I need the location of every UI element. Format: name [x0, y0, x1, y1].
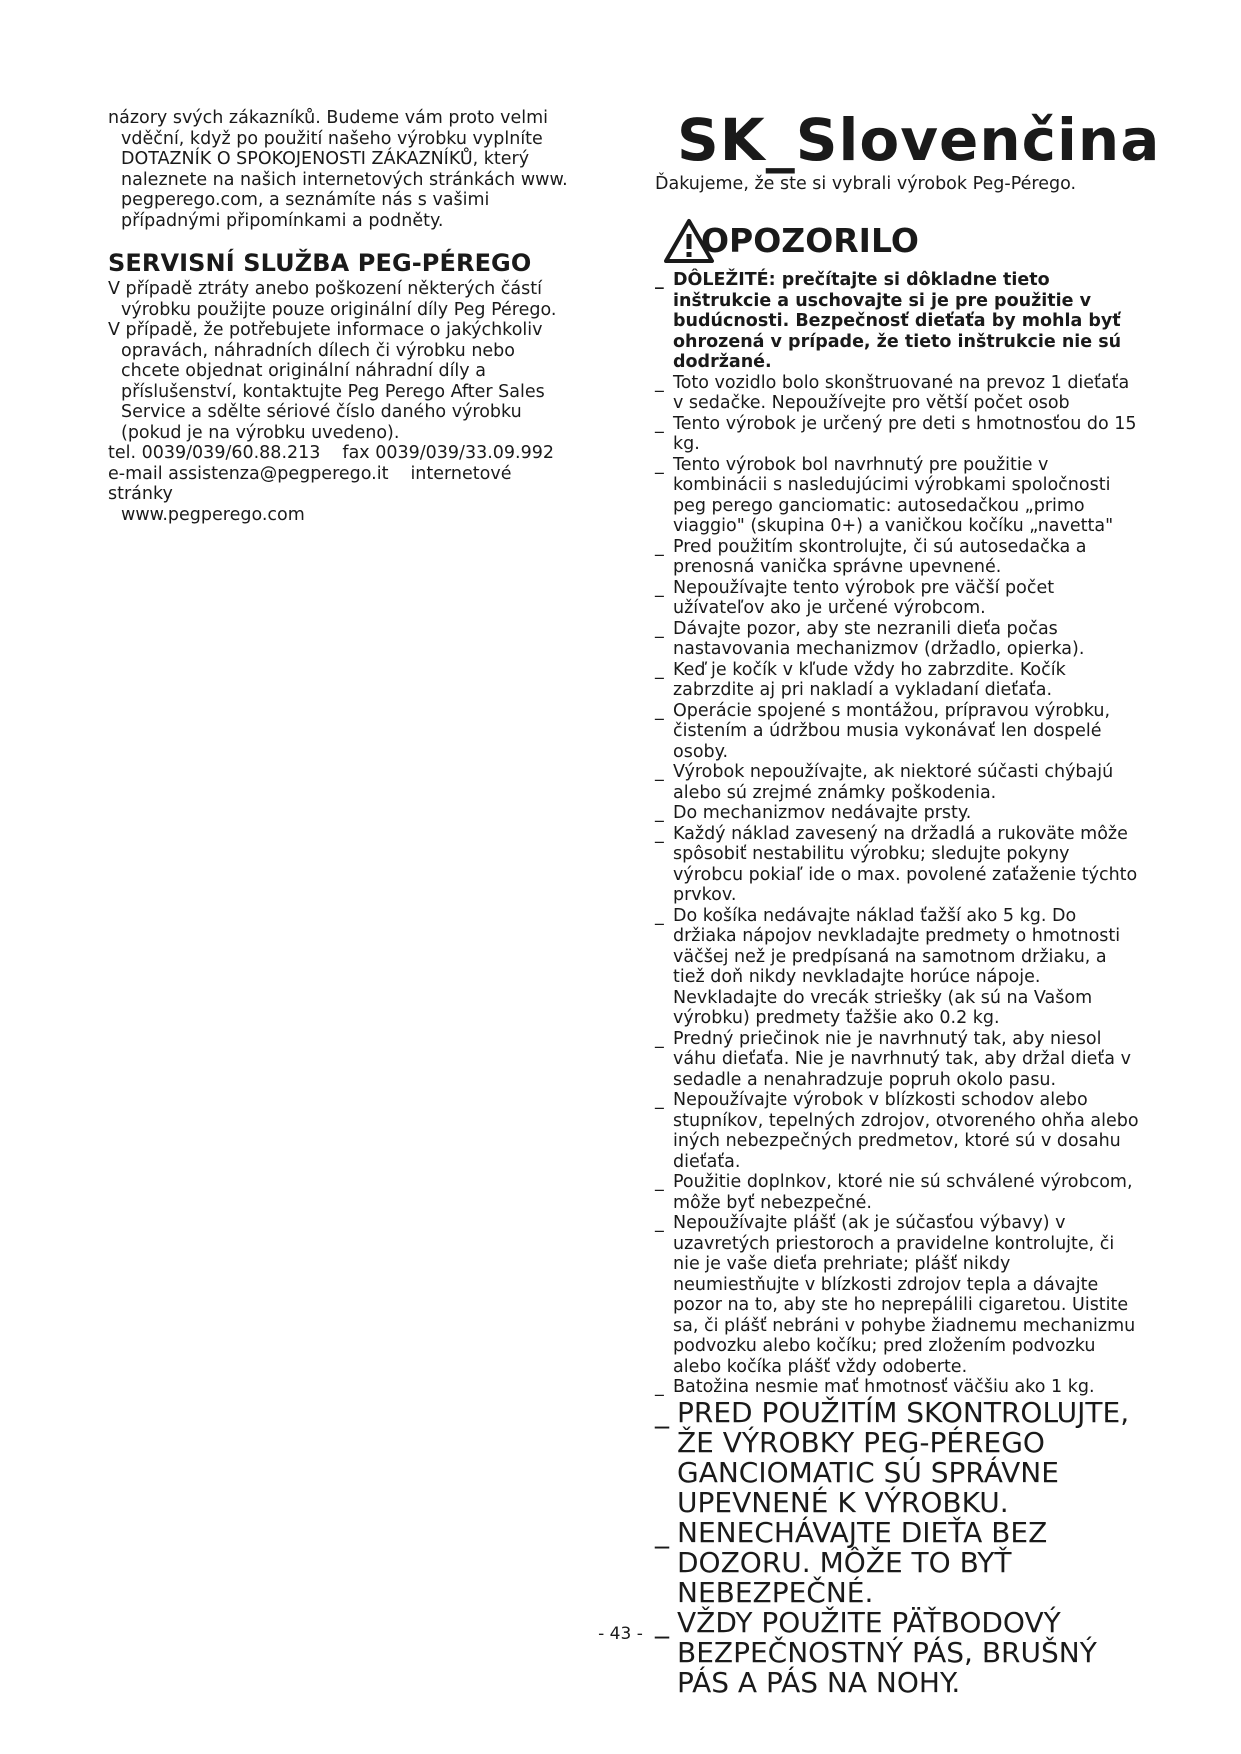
website-url: www.pegperego.com: [121, 504, 305, 525]
service-heading: SERVISNÍ SLUŽBA PEG-PÉREGO: [108, 249, 532, 277]
safety-item: _ NENECHÁVAJTE DIEŤA BEZ DOZORU. MÔŽE TO BYŤ NEBEZPEČNÉ.: [655, 1518, 1140, 1608]
safety-item: _ Tento výrobok je určený pre deti s hmotnosťou do 15 kg.: [655, 414, 1140, 455]
safety-item: _ Toto vozidlo bolo skonštruované na prevoz 1 dieťaťa v sedačke. Nepoužívejte pro větší počet osob: [655, 373, 1140, 414]
safety-item: _ Pred použitím skontrolujte, či sú autosedačka a prenosná vanička správne upevnené.: [655, 537, 1140, 578]
safety-item: _ Výrobok nepoužívajte, ak niektoré súčasti chýbajú alebo sú zrejmé známky poškodenia.: [655, 762, 1140, 803]
safety-item: _ Nepoužívajte plášť (ak je súčasťou výbavy) v uzavretých priestoroch a pravidelne kontrolujte, či nie je vaše dieťa prehriate; plášť nikdy neumiestňujte v blízkosti zdrojov tepla a dávajte pozor na to, aby ste ho neprepálili cigaretou. Uistite sa, či plášť nebráni v pohybe žiadnemu mechanizmu podvozku alebo kočíku; pred zložením podvozku alebo kočíka plášť vždy odoberte.: [655, 1213, 1140, 1377]
safety-item: _ Do košíka nedávajte náklad ťažší ako 5 kg. Do držiaka nápojov nevkladajte predmety o hmotnosti väčšej než je predpísaná na samotnom držiaku, a tiež doň nikdy nevkladajte horúce nápoje. Nevkladajte do vrecák striešky (ak sú na Vašom výrobku) predmety ťažšie ako 0.2 kg.: [655, 906, 1140, 1029]
safety-item: _ VŽDY POUŽITE PÄŤBODOVÝ BEZPEČNOSTNÝ PÁS, BRUŠNÝ PÁS A PÁS NA NOHY.: [655, 1608, 1140, 1698]
safety-item: _ Operácie spojené s montážou, prípravou výrobku, čistením a údržbou musia vykonávať len dospelé osoby.: [655, 701, 1140, 763]
email-address: e-mail assistenza@pegperego.it: [108, 463, 389, 484]
web-label: internetové stránky: [108, 463, 512, 504]
service-paragraph-1: V případě ztráty anebo poškození některých částí výrobku použijte pouze originální díly Peg Pérego.: [108, 279, 557, 320]
warning-heading: [663, 218, 1140, 264]
safety-list: [655, 270, 1140, 1698]
safety-item: _ Predný priečinok nie je navrhnutý tak, aby niesol váhu dieťaťa. Nie je navrhnutý tak, aby držal dieťa v sedadle a nenahradzuje popruh okolo pasu.: [655, 1029, 1140, 1091]
contact-website: [108, 505, 578, 526]
safety-item: _ Tento výrobok bol navrhnutý pre použitie v kombinácii s nasledujúcimi výrobkami spoločnosti peg perego ganciomatic: autosedačkou „primo viaggio" (skupina 0+) a vaničkou kočíku „navetta": [655, 455, 1140, 537]
service-paragraph-2: V případě, že potřebujete informace o jakýchkoliv opravách, náhradních dílech či výrobku nebo chcete objednat originální náhradní díly a příslušenství, kontaktujte Peg Perego After Sales Service a sdělte sériové číslo daného výrobku (pokud je na výrobku uvedeno).: [108, 320, 545, 443]
safety-item: _ Do mechanizmov nedávajte prsty.: [655, 803, 1140, 824]
safety-item: _ Použitie doplnkov, ktoré nie sú schválené výrobcom, môže byť nebezpečné.: [655, 1172, 1140, 1213]
safety-item: _ Každý náklad zavesený na držadlá a rukoväte môže spôsobiť nestabilitu výrobku; sledujte pokyny výrobcu pokiaľ ide o max. povolené zaťaženie týchto prvkov.: [655, 824, 1140, 906]
safety-item: _ PRED POUŽITÍM SKONTROLUJTE, ŽE VÝROBKY PEG-PÉREGO GANCIOMATIC SÚ SPRÁVNE UPEVNENÉ K VÝROBKU.: [655, 1398, 1140, 1518]
phone-number: tel. 0039/039/60.88.213: [108, 443, 321, 463]
safety-item: _ Nepoužívajte tento výrobok pre väčší počet užívateľov ako je určené výrobcom.: [655, 578, 1140, 619]
thanks-line: Ďakujeme, že ste si vybrali výrobok Peg-Pérego.: [655, 174, 1077, 194]
page-number: - 43 -: [598, 1624, 643, 1644]
intro-paragraph: názory svých zákazníků. Budeme vám proto velmi vděční, když po použití našeho výrobku vyplníte DOTAZNÍK O SPOKOJENOSTI ZÁKAZNÍKŮ, který naleznete na našich internetových stránkách www. pegperego.com, a seznámíte nás s vašimi případnými připomínkami a podněty.: [108, 108, 568, 231]
safety-item: _ Batožina nesmie mať hmotnosť väčšiu ako 1 kg.: [655, 1377, 1140, 1398]
safety-item: _ DÔLEŽITÉ: prečítajte si dôkladne tieto inštrukcie a uschovajte si je pre použitie v budúcnosti. Bezpečnosť dieťaťa by mohla byť ohrozená v prípade, že tieto inštrukcie nie sú dodržané.: [655, 270, 1140, 373]
warning-triangle-icon: [663, 218, 715, 264]
contact-email-web: [108, 464, 578, 505]
safety-item: _ Nepoužívajte výrobok v blízkosti schodov alebo stupníkov, tepelných zdrojov, otvoreného ohňa alebo iných nebezpečných predmetov, ktoré sú v dosahu dieťaťa.: [655, 1090, 1140, 1172]
warning-title: OPOZORILO: [701, 221, 919, 260]
contact-phone-fax: [108, 443, 578, 464]
safety-item: _ Dávajte pozor, aby ste nezranili dieťa počas nastavovania mechanizmov (držadlo, opierka).: [655, 619, 1140, 660]
language-title: SK_Slovenčina: [677, 106, 1161, 174]
safety-item: _ Keď je kočík v kľude vždy ho zabrzdite. Kočík zabrzdite aj pri nakladí a vykladaní dieťaťa.: [655, 660, 1140, 701]
fax-number: fax 0039/039/33.09.992: [342, 443, 555, 463]
left-column: [108, 108, 578, 525]
right-column: [655, 106, 1161, 1699]
